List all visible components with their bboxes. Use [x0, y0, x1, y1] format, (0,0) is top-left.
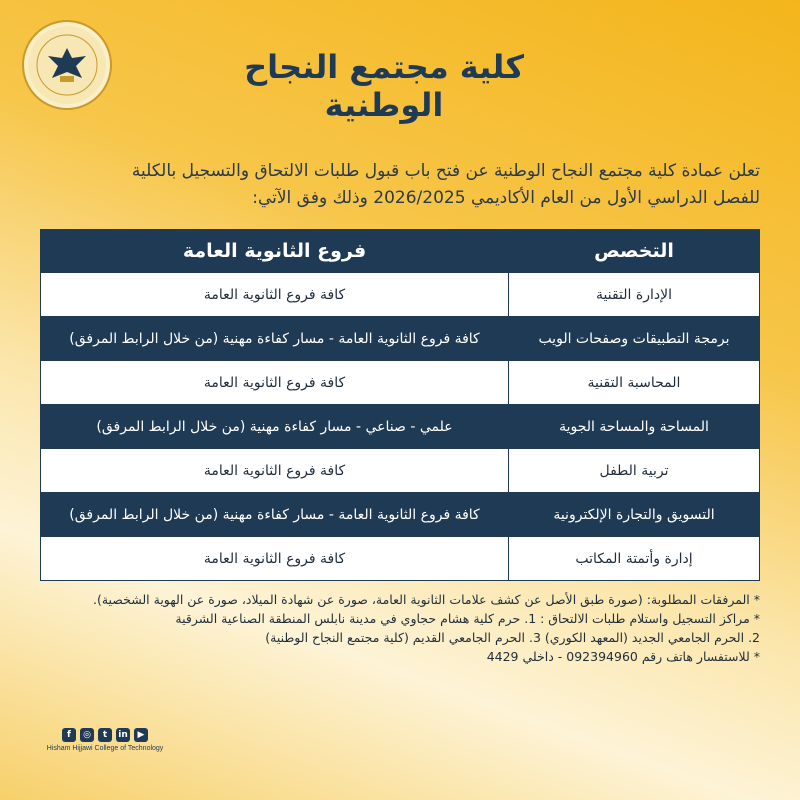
table-row [41, 317, 760, 361]
specialty-cell: الإدارة التقنية [509, 273, 760, 317]
intro-paragraph [40, 158, 760, 212]
facebook-icon[interactable]: f [62, 728, 76, 742]
eagle-emblem-icon [24, 22, 110, 108]
page-title: كلية مجتمع النجاح الوطنية [244, 48, 524, 124]
specialty-cell: التسويق والتجارة الإلكترونية [509, 493, 760, 537]
specialty-cell: تربية الطفل [509, 449, 760, 493]
branches-cell: علمي - صناعي - مسار كفاءة مهنية (من خلال الرابط المرفق) [41, 405, 509, 449]
header-branches: فروع الثانوية العامة [41, 230, 509, 273]
table-row [41, 537, 760, 581]
intro-line: للفصل الدراسي الأول من العام الأكاديمي 2026/2025 وذلك وفق الآتي: [252, 188, 760, 208]
table-row [41, 493, 760, 537]
branches-cell: كافة فروع الثانوية العامة [41, 537, 509, 581]
specialty-cell: المساحة والمساحة الجوية [509, 405, 760, 449]
specialty-cell: المحاسبة التقنية [509, 361, 760, 405]
intro-line: تعلن عمادة كلية مجتمع النجاح الوطنية عن فتح باب قبول طلبات الالتحاق والتسجيل بالكلية [131, 161, 760, 181]
footer [30, 728, 180, 752]
branches-cell: كافة فروع الثانوية العامة [41, 273, 509, 317]
social-links [30, 728, 180, 742]
specialty-cell: إدارة وأتمتة المكاتب [509, 537, 760, 581]
note-campuses: 2. الحرم الجامعي الجديد (المعهد الكوري) 3. الحرم الجامعي القديم (كلية مجتمع النجاح الوطنية) [265, 630, 760, 645]
youtube-icon[interactable]: ▶ [134, 728, 148, 742]
instagram-icon[interactable]: ◎ [80, 728, 94, 742]
table-row [41, 273, 760, 317]
college-logo [22, 20, 112, 110]
branches-cell: كافة فروع الثانوية العامة [41, 449, 509, 493]
admissions-table [40, 229, 760, 581]
note-contact: * للاستفسار هاتف رقم 092394960 - داخلي 4429 [486, 649, 760, 664]
branches-cell: كافة فروع الثانوية العامة - مسار كفاءة مهنية (من خلال الرابط المرفق) [41, 493, 509, 537]
table-row [41, 449, 760, 493]
specialty-cell: برمجة التطبيقات وصفحات الويب [509, 317, 760, 361]
note-registration-centers: * مراكز التسجيل واستلام طلبات الالتحاق : 1. حرم كلية هشام حجاوي في مدينة نابلس المنطقة الصناعية الشرقية [175, 611, 760, 626]
branches-cell: كافة فروع الثانوية العامة - مسار كفاءة مهنية (من خلال الرابط المرفق) [41, 317, 509, 361]
table-row [41, 405, 760, 449]
branches-cell: كافة فروع الثانوية العامة [41, 361, 509, 405]
table-row [41, 361, 760, 405]
table-header-row [41, 230, 760, 273]
twitter-icon[interactable]: t [98, 728, 112, 742]
notes-section [40, 590, 760, 666]
note-attachments: * المرفقات المطلوبة: (صورة طبق الأصل عن كشف علامات الثانوية العامة، صورة عن شهادة الميلاد، صورة عن الهوية الشخصية). [92, 592, 760, 607]
footer-college-name: Hisham Hijjawi College of Technology [46, 745, 164, 752]
linkedin-icon[interactable]: in [116, 728, 130, 742]
header-specialty: التخصص [509, 230, 760, 273]
